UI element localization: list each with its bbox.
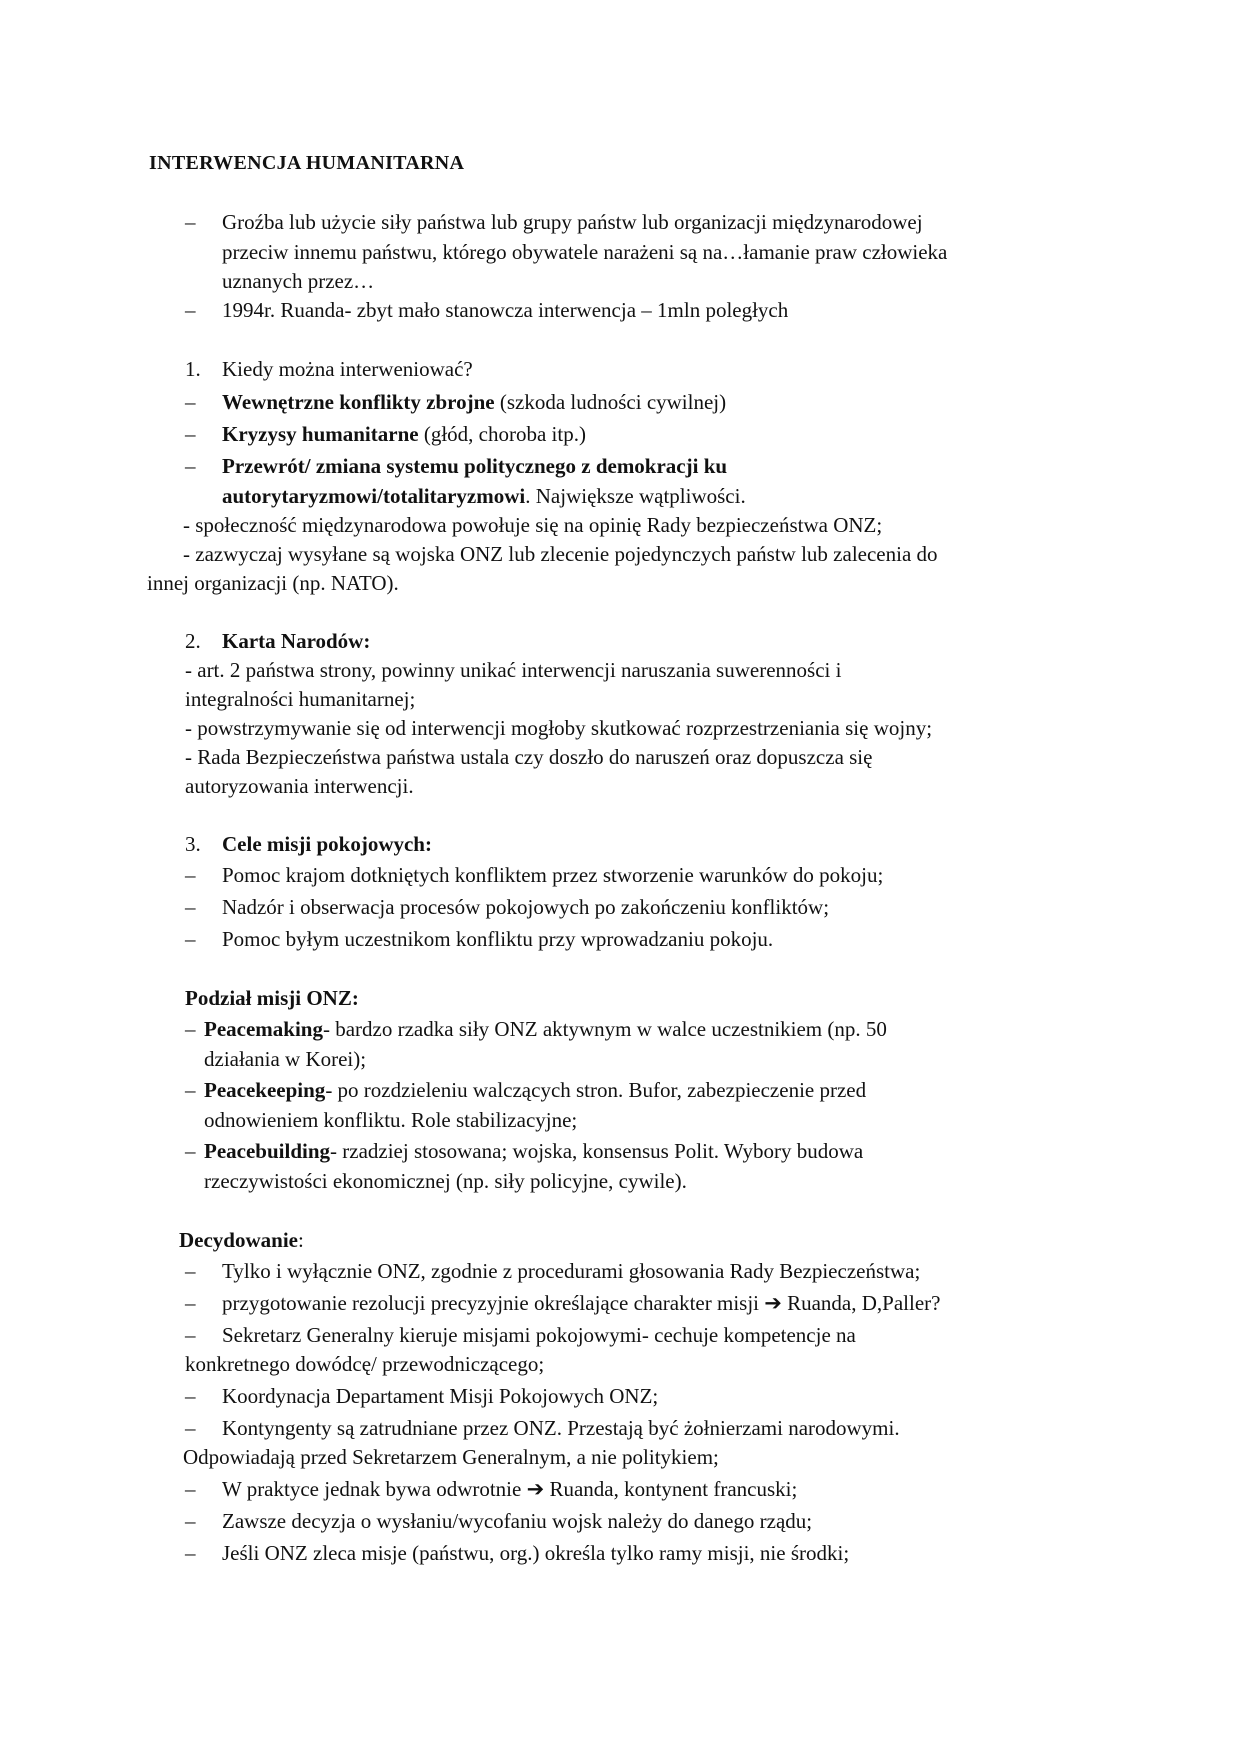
bullet-dash: – [185, 298, 196, 322]
list-item: Peacebuilding- rzadziej stosowana; wojska, konsensus Polit. Wybory budowa [204, 1139, 864, 1163]
bullet-dash: – [185, 895, 196, 919]
intro-line: przeciw innemu państwu, którego obywatele narażeni są na…łamanie praw człowieka [222, 240, 948, 264]
bullet-dash: – [185, 1139, 196, 1163]
section-line: - art. 2 państwa strony, powinny unikać interwencji naruszania suwerenności i [185, 658, 842, 682]
document-title: INTERWENCJA HUMANITARNA [149, 152, 465, 174]
note-line: - społeczność międzynarodowa powołuje się na opinię Rady bezpieczeństwa ONZ; [183, 513, 883, 537]
list-item: konkretnego dowódcę/ przewodniczącego; [185, 1352, 545, 1376]
bullet-dash: – [185, 1017, 196, 1041]
section-number: 1. [185, 357, 201, 381]
bullet-dash: – [185, 863, 196, 887]
bullet-dash: – [185, 1416, 196, 1440]
bullet-dash: – [185, 927, 196, 951]
list-item: Kontyngenty są zatrudniane przez ONZ. Przestają być żołnierzami narodowymi. [222, 1416, 900, 1440]
section-heading: Podział misji ONZ: [185, 986, 359, 1010]
list-item: Odpowiadają przed Sekretarzem Generalnym, a nie politykiem; [183, 1445, 719, 1469]
section-line: integralności humanitarnej; [185, 687, 416, 711]
arrow-right-icon: ➔ [526, 1477, 545, 1501]
list-item: odnowieniem konfliktu. Role stabilizacyjne; [204, 1108, 578, 1132]
intro-line: uznanych przez… [222, 269, 375, 293]
bullet-dash: – [185, 390, 196, 414]
list-item: W praktyce jednak bywa odwrotnie ➔ Ruanda, kontynent francuski; [222, 1477, 798, 1501]
intro-line: 1994r. Ruanda- zbyt mało stanowcza interwencja – 1mln poległych [222, 298, 789, 322]
list-item: Tylko i wyłącznie ONZ, zgodnie z procedurami głosowania Rady Bezpieczeństwa; [222, 1259, 921, 1283]
bullet-dash: – [185, 1259, 196, 1283]
list-item: Wewnętrzne konflikty zbrojne (szkoda ludności cywilnej) [222, 390, 727, 414]
section-heading: Decydowanie: [179, 1228, 304, 1252]
arrow-right-icon: ➔ [764, 1291, 782, 1315]
list-item: Peacekeeping- po rozdzieleniu walczących stron. Bufor, zabezpieczenie przed [204, 1078, 867, 1102]
bullet-dash: – [185, 1323, 196, 1347]
bullet-dash: – [185, 1509, 196, 1533]
note-line: innej organizacji (np. NATO). [147, 571, 399, 595]
intro-line: Groźba lub użycie siły państwa lub grupy państw lub organizacji międzynarodowej [222, 210, 923, 234]
list-item: Peacemaking- bardzo rzadka siły ONZ aktywnym w walce uczestnikiem (np. 50 [204, 1017, 887, 1041]
bullet-dash: – [185, 1291, 196, 1315]
note-line: - zazwyczaj wysyłane są wojska ONZ lub zlecenie pojedynczych państw lub zalecenia do [183, 542, 938, 566]
bullet-dash: – [185, 210, 196, 234]
section-heading: Karta Narodów: [222, 629, 371, 653]
section-line: - powstrzymywanie się od interwencji mogłoby skutkować rozprzestrzeniania się wojny; [185, 716, 933, 740]
list-item: działania w Korei); [204, 1047, 367, 1071]
list-item: Zawsze decyzja o wysłaniu/wycofaniu wojsk należy do danego rządu; [222, 1509, 813, 1533]
list-item: Przewrót/ zmiana systemu politycznego z demokracji ku [222, 454, 728, 478]
bullet-dash: – [185, 1078, 196, 1102]
list-item: Kryzysy humanitarne (głód, choroba itp.) [222, 422, 586, 446]
list-item: Sekretarz Generalny kieruje misjami pokojowymi- cechuje kompetencje na [222, 1323, 856, 1347]
section-heading: Kiedy można interweniować? [222, 357, 473, 381]
section-heading: Cele misji pokojowych: [222, 832, 432, 856]
list-item: rzeczywistości ekonomicznej (np. siły policyjne, cywile). [204, 1169, 687, 1193]
list-item: przygotowanie rezolucji precyzyjnie określające charakter misji ➔ Ruanda, D,Paller? [222, 1291, 941, 1315]
list-item: Nadzór i obserwacja procesów pokojowych po zakończeniu konfliktów; [222, 895, 830, 919]
list-item: Koordynacja Departament Misji Pokojowych ONZ; [222, 1384, 659, 1408]
bullet-dash: – [185, 454, 196, 478]
bullet-dash: – [185, 422, 196, 446]
section-line: autoryzowania interwencji. [185, 774, 414, 798]
list-item: Jeśli ONZ zleca misje (państwu, org.) określa tylko ramy misji, nie środki; [222, 1541, 850, 1565]
list-item: Pomoc byłym uczestnikom konfliktu przy wprowadzaniu pokoju. [222, 927, 774, 951]
bullet-dash: – [185, 1541, 196, 1565]
list-item: autorytaryzmowi/totalitaryzmowi. Największe wątpliwości. [222, 484, 746, 508]
section-number: 3. [185, 832, 201, 856]
section-number: 2. [185, 629, 201, 653]
section-line: - Rada Bezpieczeństwa państwa ustala czy doszło do naruszeń oraz dopuszcza się [185, 745, 873, 769]
bullet-dash: – [185, 1477, 196, 1501]
bullet-dash: – [185, 1384, 196, 1408]
list-item: Pomoc krajom dotkniętych konfliktem przez stworzenie warunków do pokoju; [222, 863, 884, 887]
